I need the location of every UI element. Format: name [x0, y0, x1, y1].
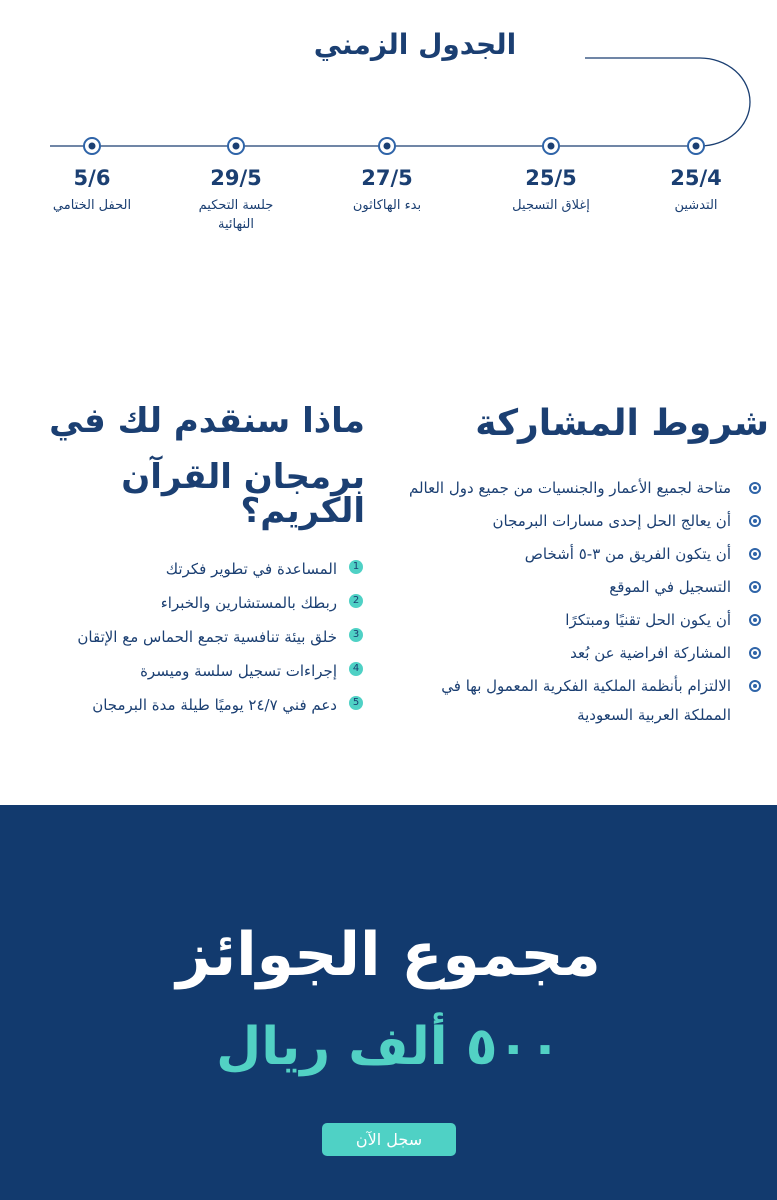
- milestone-date: 27/5: [361, 166, 413, 190]
- list-item: [399, 507, 769, 536]
- offers-subtitle: برمجان القرآن الكريم؟: [121, 457, 365, 531]
- register-button[interactable]: سجل الآن: [322, 1123, 456, 1156]
- offer-text: خلق بيئة تنافسية تجمع الحماس مع الإتقان: [77, 628, 337, 646]
- milestone-date: 25/4: [670, 166, 722, 190]
- list-item: [399, 540, 769, 569]
- condition-text: أن يعالج الحل إحدى مسارات البرمجان: [492, 512, 731, 530]
- timeline-dot: [543, 138, 559, 154]
- bullet-icon: [749, 614, 761, 626]
- prize-amount: ٥٠٠ ألف ريال: [216, 1017, 561, 1077]
- list-item: [399, 606, 769, 635]
- condition-text: الالتزام بأنظمة الملكية الفكرية المعمول بها في المملكة العربية السعودية: [441, 677, 731, 724]
- conditions-list: [399, 474, 769, 730]
- list-item: [399, 573, 769, 602]
- timeline-title: الجدول الزمني: [313, 28, 517, 61]
- number-badge: 1: [349, 560, 363, 574]
- list-item: [20, 694, 365, 716]
- timeline-dot: [688, 138, 704, 154]
- bullet-icon: [749, 680, 761, 692]
- offer-text: ربطك بالمستشارين والخبراء: [160, 594, 337, 612]
- prize-banner: [0, 805, 777, 1200]
- timeline-dot: [379, 138, 395, 154]
- list-item: [20, 660, 365, 682]
- milestone-date: 25/5: [525, 166, 577, 190]
- condition-text: المشاركة افراضية عن بُعد: [570, 644, 731, 662]
- bullet-icon: [749, 482, 761, 494]
- bullet-icon: [749, 548, 761, 560]
- milestone: [161, 166, 311, 234]
- list-item: [399, 672, 769, 730]
- offer-text: دعم فني ٢٤/٧ يوميًا طيلة مدة البرمجان: [92, 696, 337, 714]
- timeline-dot: [228, 138, 244, 154]
- number-badge: 4: [349, 662, 363, 676]
- milestone: [621, 166, 771, 215]
- offers-list: [20, 558, 365, 716]
- condition-text: أن يكون الحل تقنيًا ومبتكرًا: [565, 611, 731, 629]
- offer-text: إجراءات تسجيل سلسة وميسرة: [140, 662, 337, 680]
- conditions-section: [399, 400, 769, 734]
- milestone-label: الحفل الختامي: [52, 198, 132, 213]
- bullet-icon: [749, 647, 761, 659]
- milestone-label: جلسة التحكيم النهائية: [198, 198, 274, 232]
- condition-text: التسجيل في الموقع: [609, 578, 731, 596]
- offers-title: ماذا سنقدم لك في: [49, 401, 365, 441]
- offer-text: المساعدة في تطوير فكرتك: [165, 560, 337, 578]
- milestone-label: التدشين: [674, 198, 718, 213]
- condition-text: أن يتكون الفريق من ٣-٥ أشخاص: [524, 545, 731, 563]
- number-badge: 3: [349, 628, 363, 642]
- milestone: [17, 166, 167, 215]
- milestone-date: 5/6: [73, 166, 111, 190]
- timeline-dot: [84, 138, 100, 154]
- milestone-label: بدء الهاكاثون: [352, 198, 422, 213]
- milestone-label: إغلاق التسجيل: [512, 198, 590, 213]
- condition-text: متاحة لجميع الأعمار والجنسيات من جميع دول العالم: [408, 479, 731, 497]
- milestone-date: 29/5: [210, 166, 262, 190]
- bullet-icon: [749, 515, 761, 527]
- list-item: [20, 626, 365, 648]
- conditions-title: شروط المشاركة: [475, 403, 769, 444]
- timeline-section: [0, 0, 777, 300]
- prize-title: مجموع الجوائز: [176, 920, 601, 990]
- number-badge: 5: [349, 696, 363, 710]
- number-badge: 2: [349, 594, 363, 608]
- bullet-icon: [749, 581, 761, 593]
- list-item: [399, 474, 769, 503]
- milestone: [476, 166, 626, 215]
- list-item: [399, 639, 769, 668]
- list-item: [20, 558, 365, 580]
- milestone: [312, 166, 462, 215]
- offers-section: [20, 398, 365, 728]
- list-item: [20, 592, 365, 614]
